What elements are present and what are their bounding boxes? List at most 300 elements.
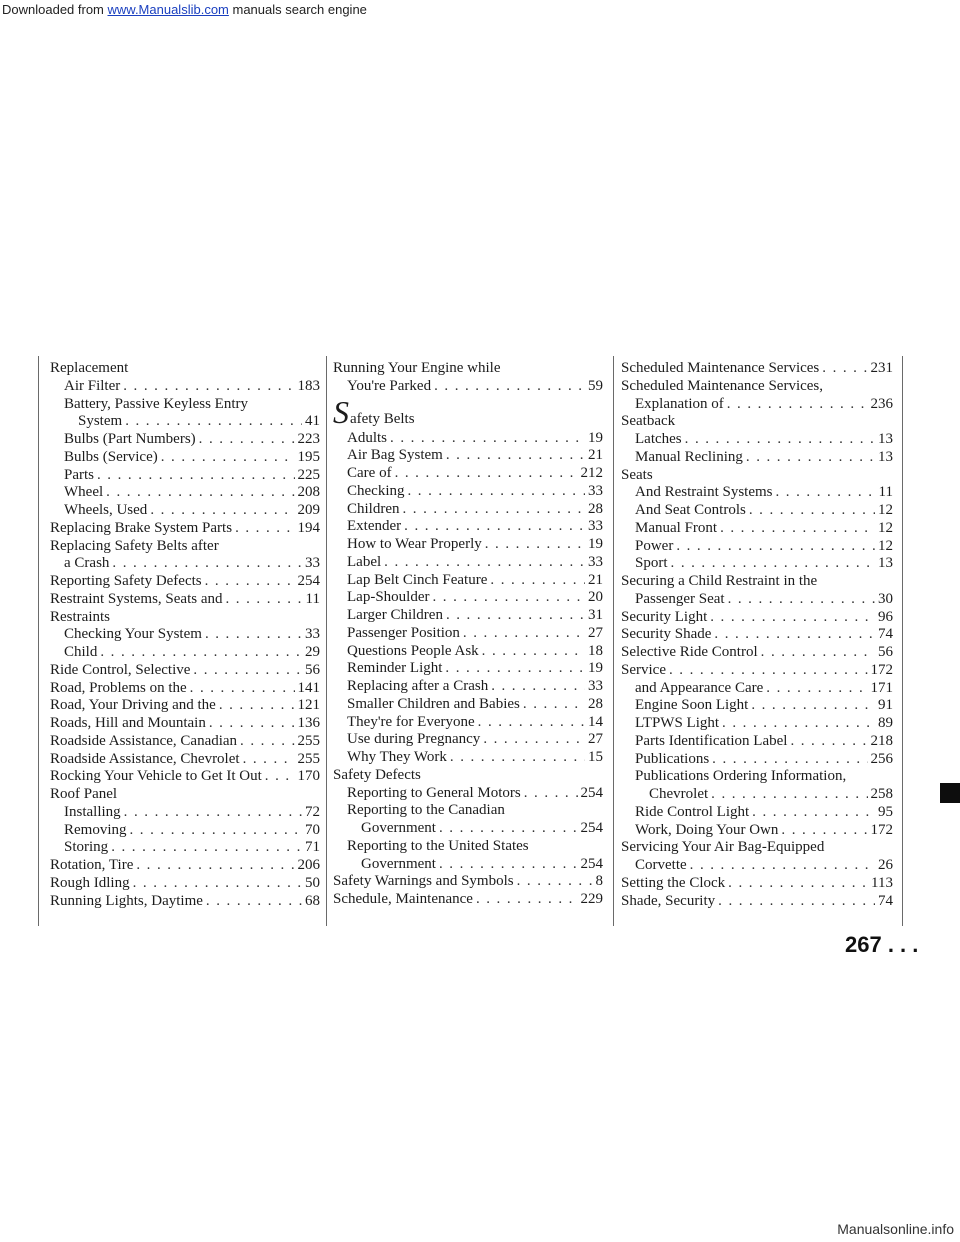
index-entry (333, 767, 603, 785)
entry-text (50, 609, 110, 627)
entry-page-number: 56 (305, 661, 320, 678)
entry-page-number: 95 (878, 803, 893, 820)
manualsonline-link[interactable]: Manualsonline.info (837, 1221, 954, 1237)
entry-text (635, 502, 746, 520)
index-entry (333, 873, 603, 891)
index-entry (621, 715, 893, 733)
index-entry (50, 857, 320, 875)
dot-leader (265, 768, 295, 786)
entry-page-number: 33 (588, 518, 603, 535)
entry-label: Bulbs (Service) (64, 448, 158, 465)
entry-text (635, 680, 763, 698)
entry-label: Explanation of (635, 395, 724, 412)
entry-text (64, 431, 196, 449)
entry-page-number: 28 (588, 695, 603, 712)
index-entry (333, 360, 603, 378)
entry-page-number: 194 (297, 519, 320, 536)
entry-text (50, 520, 232, 538)
index-entry (621, 697, 893, 715)
entry-label: They're for Everyone (347, 713, 475, 730)
index-entry (50, 591, 320, 609)
dot-leader (390, 430, 585, 448)
index-entry (50, 751, 320, 769)
index-entry (621, 680, 893, 698)
index-entry (621, 502, 893, 520)
dot-leader (133, 875, 302, 893)
dot-leader (450, 749, 585, 767)
entry-label: Servicing Your Air Bag-Equipped (621, 839, 825, 856)
index-entry (50, 449, 320, 467)
dot-leader (205, 626, 302, 644)
entry-label: Safety Warnings and Symbols (333, 873, 514, 890)
index-entry (621, 626, 893, 644)
dot-leader (205, 573, 295, 591)
entry-page-number: 223 (297, 431, 320, 447)
dot-leader (100, 644, 302, 662)
entry-label: Use during Pregnancy (347, 731, 481, 748)
dot-leader (219, 697, 295, 715)
dot-leader (150, 502, 294, 520)
entry-text (347, 447, 443, 465)
dot-leader (727, 396, 868, 414)
entry-text (361, 856, 436, 874)
entry-page-number: 41 (305, 413, 320, 430)
entry-text (64, 555, 109, 573)
index-entry (50, 733, 320, 751)
entry-label: Government (361, 820, 436, 836)
index-entry (621, 804, 893, 822)
index-entry (50, 431, 320, 449)
entry-text (621, 626, 711, 644)
entry-page-number: 56 (878, 644, 893, 660)
dot-leader (240, 733, 294, 751)
entry-text (64, 502, 147, 520)
dot-leader (669, 662, 868, 680)
entry-label: Adults (347, 429, 388, 446)
dot-leader (491, 678, 585, 696)
entry-text (347, 483, 405, 501)
entry-text (347, 465, 392, 483)
index-entry (333, 378, 603, 396)
entry-label: Running Your Engine while (333, 360, 501, 376)
index-entry (621, 733, 893, 751)
entry-text (50, 875, 130, 893)
dot-leader (111, 839, 302, 857)
entry-page-number: 113 (871, 874, 893, 891)
entry-page-number: 33 (305, 555, 320, 572)
dot-leader (728, 591, 875, 609)
entry-label: Extender (347, 518, 402, 535)
entry-text (621, 839, 824, 857)
entry-text (333, 873, 514, 891)
entry-label: Publications (635, 750, 710, 767)
entry-text (64, 644, 97, 662)
entry-page-number: 218 (870, 732, 893, 749)
entry-text (333, 360, 501, 378)
index-entry (333, 465, 603, 483)
entry-page-number: 21 (588, 571, 603, 588)
dot-leader (432, 589, 585, 607)
entry-text (333, 891, 473, 909)
download-banner (0, 0, 960, 20)
entry-label: Restraint Systems, Seats and (50, 590, 223, 607)
entry-label: Scheduled Maintenance Services (621, 360, 820, 376)
banner-suffix: manuals search engine (228, 2, 367, 17)
drop-cap-letter: S (333, 393, 349, 430)
entry-label: Latches (635, 431, 682, 447)
entry-page-number: 72 (305, 803, 320, 820)
entry-page-number: 33 (588, 678, 603, 694)
entry-label: Manual Reclining (635, 448, 743, 465)
index-entry (621, 893, 893, 911)
entry-page-number: 68 (305, 892, 320, 909)
dot-leader (749, 502, 875, 520)
entry-label: Ride Control, Selective (50, 661, 191, 678)
index-entry (50, 413, 320, 431)
dot-leader (209, 715, 295, 733)
index-entry (50, 626, 320, 644)
index-entry (50, 378, 320, 396)
entry-label: Passenger Seat (635, 590, 725, 607)
entry-text (50, 360, 128, 378)
entry-label: Child (64, 644, 98, 660)
entry-text (621, 609, 707, 627)
entry-text (347, 536, 482, 554)
index-entry (621, 875, 893, 893)
entry-text (347, 378, 431, 396)
entry-label: Restraints (50, 608, 110, 625)
entry-text (347, 643, 479, 661)
entry-page-number: 206 (297, 857, 320, 873)
entry-text (635, 555, 668, 573)
entry-label: Scheduled Maintenance Services, (621, 377, 824, 394)
index-entry (50, 467, 320, 485)
entry-label: Battery, Passive Keyless Entry (64, 395, 248, 412)
entry-page-number: 12 (878, 502, 893, 518)
index-entry (50, 715, 320, 733)
dot-leader (482, 643, 585, 661)
entry-label: Reminder Light (347, 660, 443, 677)
entry-label: Schedule, Maintenance (333, 891, 473, 907)
entry-page-number: 19 (588, 660, 603, 677)
entry-page-number: 33 (588, 553, 603, 570)
entry-label: Selective Ride Control (621, 644, 758, 660)
entry-label: Bulbs (Part Numbers) (64, 431, 196, 447)
index-entry (333, 554, 603, 572)
entry-label: Replacing Safety Belts after (50, 537, 219, 554)
entry-label: Lap Belt Cinch Feature (347, 571, 488, 588)
dot-leader (136, 857, 294, 875)
index-entry (333, 856, 603, 874)
entry-page-number: 19 (588, 536, 603, 552)
entry-page-number: 15 (588, 749, 603, 765)
dot-leader (243, 751, 295, 769)
entry-text (621, 893, 715, 911)
entry-label: Wheels, Used (64, 502, 148, 518)
entry-page-number: 172 (870, 661, 893, 678)
entry-label: Running Lights, Daytime (50, 892, 203, 909)
index-entry (50, 644, 320, 662)
dot-leader (384, 554, 585, 572)
entry-page-number: 171 (870, 679, 893, 696)
entry-page-number: 13 (878, 555, 893, 572)
section-tab-marker (940, 783, 960, 803)
dot-leader (190, 680, 295, 698)
entry-text (78, 413, 122, 431)
entry-label: and Appearance Care (635, 679, 764, 696)
dot-leader (523, 696, 585, 714)
index-entry (621, 520, 893, 538)
entry-label: a Crash (64, 555, 110, 572)
index-column-2 (333, 360, 603, 909)
entry-text (50, 768, 262, 786)
entry-page-number: 11 (305, 590, 320, 607)
dot-leader (97, 467, 295, 485)
index-entry (50, 484, 320, 502)
dot-leader (752, 804, 875, 822)
entry-text (347, 785, 521, 803)
entry-page-number: 33 (305, 626, 320, 643)
dot-leader (718, 893, 875, 911)
index-entry (621, 751, 893, 769)
dot-leader (524, 785, 578, 803)
dot-leader (751, 697, 875, 715)
index-entry (333, 625, 603, 643)
entry-page-number: 12 (878, 519, 893, 536)
index-entry (621, 413, 893, 431)
index-entry (621, 857, 893, 875)
entry-label: Work, Doing Your Own (635, 821, 779, 838)
entry-label: Removing (64, 821, 127, 838)
entry-text (64, 484, 103, 502)
dot-leader (822, 360, 867, 378)
dot-leader (478, 714, 585, 732)
entry-label: Questions People Ask (347, 642, 479, 659)
entry-text (635, 396, 724, 414)
dot-leader (463, 625, 585, 643)
entry-page-number: 121 (297, 697, 320, 714)
index-entry (333, 501, 603, 519)
index-entry (621, 822, 893, 840)
entry-text (361, 820, 436, 838)
entry-label: How to Wear Properly (347, 536, 482, 552)
dot-leader (483, 731, 585, 749)
dot-leader (434, 378, 585, 396)
dot-leader (445, 660, 585, 678)
entry-text (50, 733, 237, 751)
entry-text (621, 573, 817, 591)
entry-text (347, 696, 520, 714)
entry-label: Lap-Shoulder (347, 589, 430, 606)
entry-label: Publications Ordering Information, (635, 768, 847, 785)
entry-text (347, 554, 381, 572)
index-entry (621, 555, 893, 573)
entry-label: Care of (347, 465, 392, 481)
manualslib-link[interactable]: www.Manualslib.com (107, 2, 229, 17)
index-entry (333, 660, 603, 678)
entry-text (621, 467, 653, 485)
entry-text (64, 396, 248, 414)
entry-label: afety Belts (350, 410, 415, 427)
entry-page-number: 236 (870, 395, 893, 412)
entry-label: Rough Idling (50, 874, 130, 891)
index-column-1 (50, 360, 320, 910)
dot-leader (161, 449, 295, 467)
index-entry (50, 396, 320, 414)
dot-leader (123, 378, 294, 396)
index-entry (333, 749, 603, 767)
index-entry (50, 768, 320, 786)
entry-page-number: 18 (588, 642, 603, 659)
index-entry (621, 662, 893, 680)
index-entry (621, 609, 893, 627)
page-number: 267 . . . (845, 932, 919, 957)
entry-label: Reporting to the Canadian (347, 802, 505, 819)
dot-leader (711, 786, 867, 804)
index-entry (621, 573, 893, 591)
dot-leader (710, 609, 875, 627)
entry-page-number: 170 (297, 768, 320, 785)
entry-label: Label (347, 553, 382, 570)
entry-page-number: 225 (297, 466, 320, 483)
entry-page-number: 231 (870, 360, 893, 376)
entry-text (635, 751, 709, 769)
entry-label: Road, Problems on the (50, 679, 187, 696)
index-entry (621, 467, 893, 485)
entry-text (635, 449, 743, 467)
index-entry (50, 360, 320, 378)
dot-leader (235, 520, 294, 538)
entry-text (347, 749, 447, 767)
entry-page-number: 74 (878, 892, 893, 909)
entry-label: Children (347, 500, 400, 517)
entry-label: Reporting to the United States (347, 837, 529, 854)
dot-leader (408, 483, 586, 501)
entry-page-number: 209 (297, 502, 320, 518)
entry-text (621, 413, 675, 431)
dot-leader (403, 501, 586, 519)
entry-label: Chevrolet (649, 786, 709, 802)
column-rule-left (38, 356, 39, 926)
index-entry (621, 768, 893, 786)
column-rule-1 (326, 356, 327, 926)
entry-label: Smaller Children and Babies (347, 695, 520, 712)
entry-label: Installing (64, 803, 121, 820)
dot-leader (395, 465, 578, 483)
entry-label: Road, Your Driving and the (50, 697, 216, 714)
dot-leader (446, 447, 585, 465)
index-entry (50, 680, 320, 698)
entry-text (347, 714, 475, 732)
entry-page-number: 136 (297, 715, 320, 731)
entry-text (347, 838, 529, 856)
index-entry (621, 538, 893, 556)
entry-label: Reporting to General Motors (347, 784, 521, 801)
index-entry (50, 573, 320, 591)
entry-text (347, 572, 487, 590)
index-entry (333, 589, 603, 607)
entry-page-number: 91 (878, 697, 893, 714)
entry-text (50, 573, 202, 591)
entry-label: Ride Control Light (635, 803, 750, 820)
index-entry (333, 536, 603, 554)
index-entry (621, 591, 893, 609)
dot-leader (685, 431, 875, 449)
index-entry (621, 360, 893, 378)
entry-text (50, 751, 240, 769)
dot-leader (766, 680, 867, 698)
dot-leader (714, 626, 875, 644)
index-entry (621, 431, 893, 449)
entry-label: Safety Defects (333, 766, 421, 783)
entry-label: Replacing Brake System Parts (50, 519, 233, 536)
entry-text (64, 804, 121, 822)
index-entry (621, 839, 893, 857)
entry-label: Passenger Position (347, 624, 460, 641)
index-entry (50, 697, 320, 715)
index-entry (333, 447, 603, 465)
index-entry (50, 609, 320, 627)
index-entry (50, 520, 320, 538)
entry-text (635, 804, 749, 822)
entry-label: Shade, Security (621, 892, 716, 909)
index-entry (333, 572, 603, 590)
entry-text (50, 591, 223, 609)
index-entry (50, 822, 320, 840)
entry-label: You're Parked (347, 377, 432, 394)
index-entry (50, 555, 320, 573)
index-entry (621, 484, 893, 502)
index-entry (50, 839, 320, 857)
entry-page-number: 11 (878, 484, 893, 501)
entry-page-number: 27 (588, 624, 603, 641)
entry-page-number: 254 (580, 784, 603, 801)
index-entry (333, 802, 603, 820)
entry-label: And Restraint Systems (635, 484, 773, 501)
entry-text (621, 378, 823, 396)
index-entry (333, 731, 603, 749)
index-entry (621, 786, 893, 804)
dot-leader (490, 572, 585, 590)
entry-page-number: 33 (588, 482, 603, 499)
entry-page-number: 70 (305, 821, 320, 838)
entry-text (347, 501, 400, 519)
entry-page-number: 8 (595, 873, 603, 890)
entry-text (64, 467, 94, 485)
entry-text (347, 802, 505, 820)
entry-label: System (78, 413, 123, 430)
entry-text (50, 697, 216, 715)
dot-leader (671, 555, 875, 573)
entry-page-number: 13 (878, 448, 893, 465)
entry-text (347, 625, 460, 643)
index-entry (50, 786, 320, 804)
entry-page-number: 229 (580, 891, 603, 907)
entry-text (347, 430, 387, 448)
entry-page-number: 27 (588, 731, 603, 748)
entry-page-number: 28 (588, 500, 603, 517)
entry-text (50, 538, 219, 556)
index-column-3 (621, 360, 893, 910)
entry-text (347, 660, 442, 678)
dot-leader (439, 820, 578, 838)
dot-leader (720, 520, 875, 538)
dot-leader (226, 591, 303, 609)
dot-leader (476, 891, 578, 909)
dot-leader (761, 644, 875, 662)
index-entry (333, 820, 603, 838)
index-entry (333, 714, 603, 732)
